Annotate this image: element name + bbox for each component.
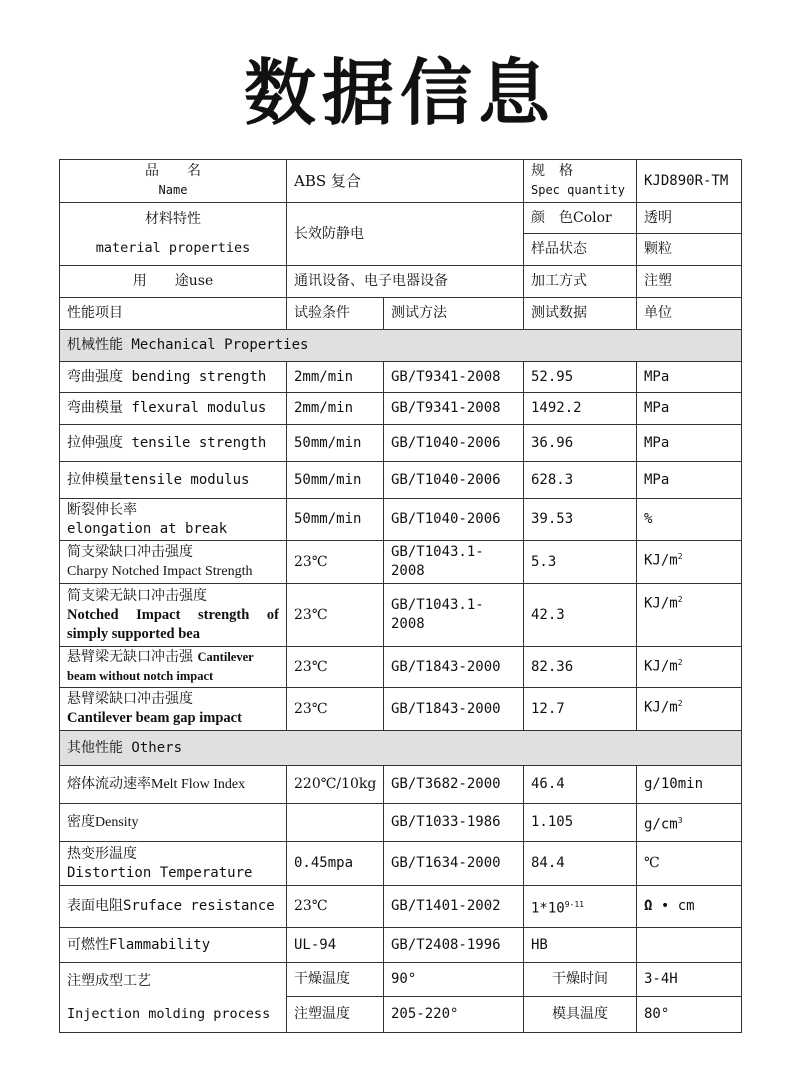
color-label: 颜 色Color [524,203,637,234]
spec-label-en: Spec quantity [531,183,625,197]
unit-cell: ℃ [637,842,742,886]
condition-cell: 2mm/min [287,393,384,425]
sample-value: 颗粒 [637,234,742,266]
section-others-label: 其他性能 Others [60,731,742,766]
table-row [60,842,742,886]
dry-temp-label: 干燥温度 [287,963,384,997]
value-cell: 5.3 [524,541,637,584]
table-row [60,584,742,647]
method-cell: GB/T1033-1986 [384,804,524,842]
value-cell: HB [524,928,637,963]
unit-cell: MPa [637,393,742,425]
name-label-en: Name [158,183,188,197]
condition-cell [287,804,384,842]
molding-row-dry [60,963,742,997]
table-row [60,362,742,393]
unit-cell: $g/cm^3$ [637,804,742,842]
table-row [60,541,742,584]
value-cell: 52.95 [524,362,637,393]
unit-cell: MPa [637,462,742,499]
condition-cell: 0.45mpa [287,842,384,886]
property-cell: 简支梁缺口冲击强度 Charpy Notched Impact Strength [60,541,287,584]
method-cell: GB/T2408-1996 [384,928,524,963]
property-cell: 密度Density [60,804,287,842]
inj-temp-value: 205-220° [384,997,524,1033]
condition-cell: 23℃ [287,584,384,647]
condition-cell: 50mm/min [287,462,384,499]
section-mechanical [60,330,742,362]
table-row [60,688,742,731]
table-row [60,499,742,541]
condition-cell: 23℃ [287,647,384,688]
property-cell: 简支梁无缺口冲击强度 Notched Impact strength of simply supported bea [60,584,287,647]
method-cell: GB/T1040-2006 [384,462,524,499]
use-value: 通讯设备、电子电器设备 [287,266,524,298]
dry-temp-value: 90° [384,963,524,997]
unit-cell: MPa [637,362,742,393]
column-header-value: 测试数据 [524,298,637,330]
material-label-en: material properties [95,240,251,256]
method-cell: GB/T1634-2000 [384,842,524,886]
mold-temp-value: 80° [637,997,742,1033]
property-cell: 断裂伸长率 elongation at break [60,499,287,541]
method-cell: GB/T9341-2008 [384,362,524,393]
value-cell: 628.3 [524,462,637,499]
molding-label-en: Injection molding process [67,1005,271,1022]
method-cell: GB/T1040-2006 [384,499,524,541]
property-cell: 拉伸模量tensile modulus [60,462,287,499]
name-value: ABS 复合 [287,160,524,203]
property-cell: 熔体流动速率Melt Flow Index [60,766,287,804]
property-cell: 弯曲强度 bending strength [60,362,287,393]
column-header-method: 测试方法 [384,298,524,330]
mold-temp-label: 模具温度 [524,997,637,1033]
section-others [60,731,742,766]
dry-time-label: 干燥时间 [524,963,637,997]
condition-cell: 50mm/min [287,499,384,541]
condition-cell: 2mm/min [287,362,384,393]
unit-cell [637,928,742,963]
table-row [60,462,742,499]
method-cell: GB/T1401-2002 [384,886,524,928]
unit-cell: $KJ/m^2$ [637,584,742,647]
value-cell: 1492.2 [524,393,637,425]
value-cell: 12.7 [524,688,637,731]
method-cell: GB/T1843-2000 [384,647,524,688]
material-value: 长效防静电 [287,203,524,266]
process-value: 注塑 [637,266,742,298]
method-cell: GB/T1043.1-2008 [384,584,524,647]
method-cell: GB/T1043.1-2008 [384,541,524,584]
molding-label-cell [60,963,287,1033]
condition-cell: 220℃/10kg [287,766,384,804]
value-cell: 82.36 [524,647,637,688]
unit-cell: MPa [637,425,742,462]
condition-cell: 23℃ [287,886,384,928]
value-cell: 1*10$^{9-11}$ [524,886,637,928]
property-cell: 悬臂梁无缺口冲击强 Cantilever beam without notch impact [60,647,287,688]
property-cell: 弯曲模量 flexural modulus [60,393,287,425]
value-cell: 84.4 [524,842,637,886]
method-cell: GB/T1040-2006 [384,425,524,462]
unit-cell: $KJ/m^2$ [637,688,742,731]
property-cell: 拉伸强度 tensile strength [60,425,287,462]
unit-cell: g/10min [637,766,742,804]
dry-time-value: 3-4H [637,963,742,997]
spec-value: KJD890R-TM [637,160,742,203]
column-header-condition: 试验条件 [287,298,384,330]
header-row-use [60,266,742,298]
table-row [60,393,742,425]
column-header-row [60,298,742,330]
condition-cell: UL-94 [287,928,384,963]
property-cell: 可燃性Flammability [60,928,287,963]
spec-label-cell [524,160,637,203]
condition-cell: 50mm/min [287,425,384,462]
column-header-unit: 单位 [637,298,742,330]
unit-cell: $KJ/m^2$ [637,541,742,584]
table-row [60,425,742,462]
value-cell: 39.53 [524,499,637,541]
name-label-zh: 品 名 [145,163,201,179]
table-row [60,928,742,963]
unit-cell: Ω • cm [637,886,742,928]
table-row [60,886,742,928]
column-header-property: 性能项目 [60,298,287,330]
process-label: 加工方式 [524,266,637,298]
use-label: 用 途use [60,266,287,298]
unit-cell: $KJ/m^2$ [637,647,742,688]
section-mechanical-label: 机械性能 Mechanical Properties [60,330,742,362]
method-cell: GB/T3682-2000 [384,766,524,804]
method-cell: GB/T1843-2000 [384,688,524,731]
inj-temp-label: 注塑温度 [287,997,384,1033]
header-row-name [60,160,742,203]
table-row [60,766,742,804]
value-cell: 46.4 [524,766,637,804]
page-title: 数据信息 [243,51,556,135]
color-value: 透明 [637,203,742,234]
property-cell: 表面电阻Sruface resistance [60,886,287,928]
table-row [60,647,742,688]
value-cell: 1.105 [524,804,637,842]
material-label-zh: 材料特性 [145,211,201,227]
condition-cell: 23℃ [287,541,384,584]
spec-table [59,159,742,1033]
value-cell: 36.96 [524,425,637,462]
method-cell: GB/T9341-2008 [384,393,524,425]
name-label-cell [60,160,287,203]
sample-label: 样品状态 [524,234,637,266]
condition-cell: 23℃ [287,688,384,731]
property-cell: 悬臂梁缺口冲击强度 Cantilever beam gap impact [60,688,287,731]
molding-label-zh: 注塑成型工艺 [67,972,151,989]
header-row-material [60,203,742,234]
property-cell: 热变形温度 Distortion Temperature [60,842,287,886]
unit-cell: % [637,499,742,541]
ohm-symbol: Ω [644,898,653,914]
value-cell: 42.3 [524,584,637,647]
material-label-cell [60,203,287,266]
table-row [60,804,742,842]
spec-label-zh: 规 格 [531,163,573,179]
